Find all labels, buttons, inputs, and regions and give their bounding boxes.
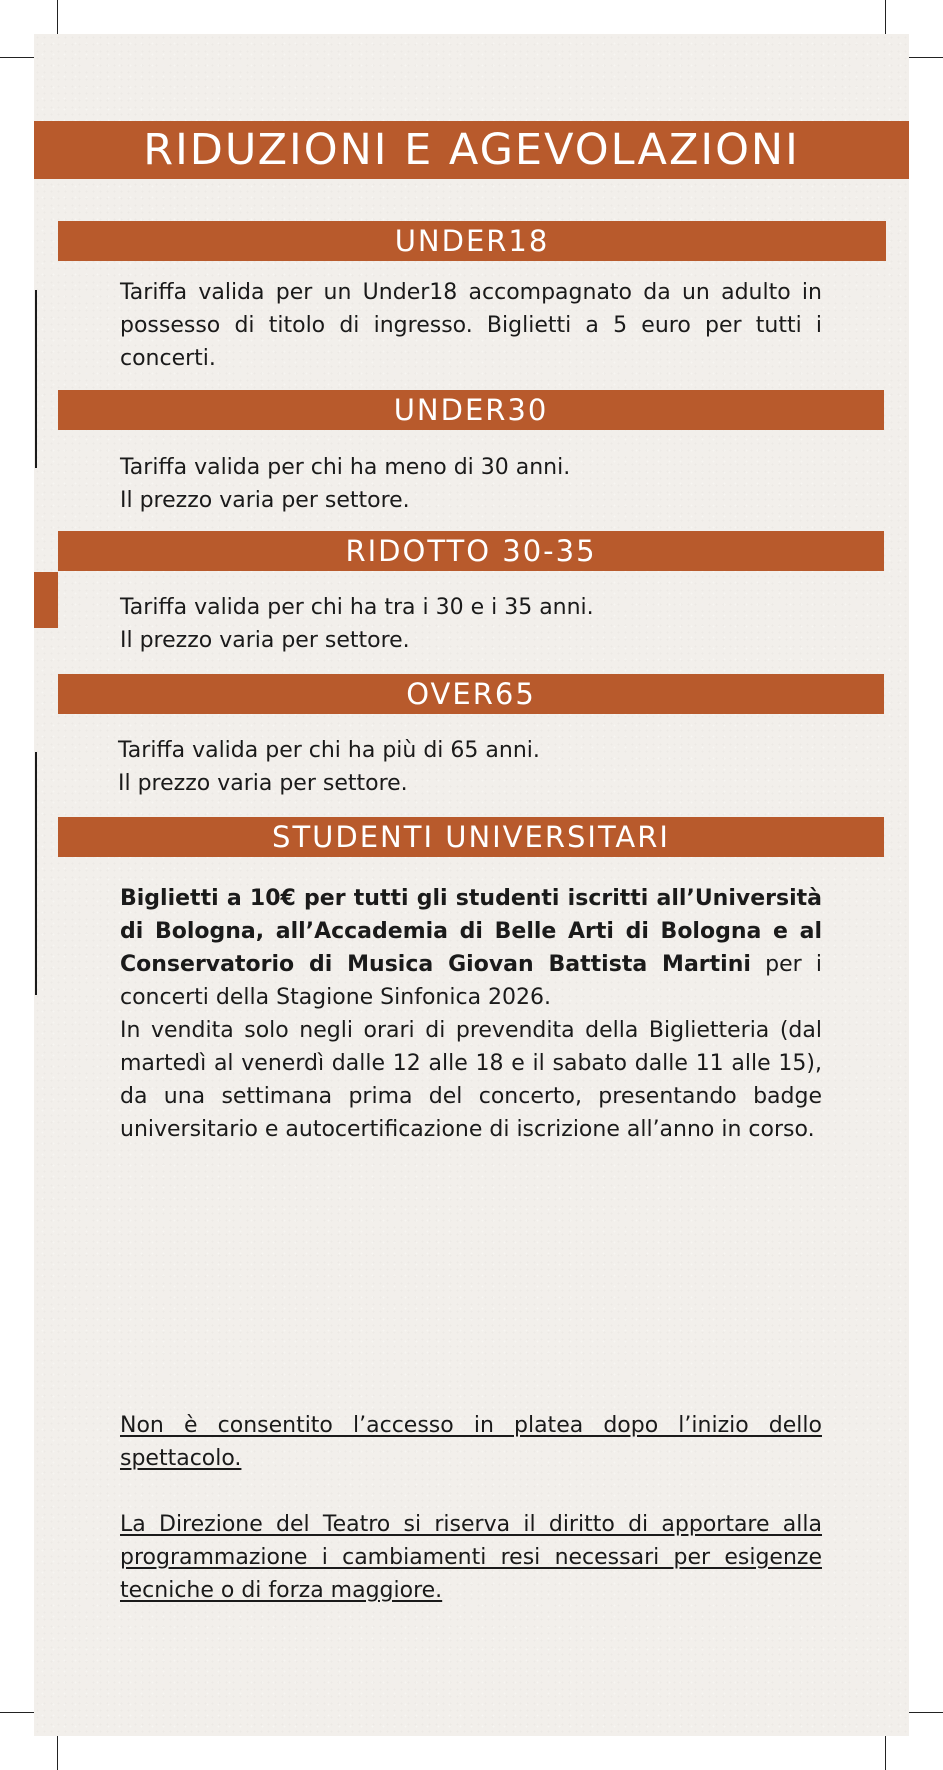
notice-changes <box>120 1508 822 1607</box>
studenti-bold-text: Biglietti a 10€ per tutti gli studenti iscritti all’Università di Bologna, all’Accademia di Belle Arti di Bologna e al Conservatorio di Musica Giovan Battista Martini <box>120 886 822 977</box>
section-text-under30 <box>120 451 822 517</box>
crop-mark-top-left <box>57 0 58 38</box>
studenti-paragraph-2: In vendita solo negli orari di prevendita della Biglietteria (dal martedì al venerdì dalle 12 alle 18 e il sabato dalle 11 alle 15), da una settimana prima del concerto, presentando badge universitario e autocertificazione di iscrizione all’anno in corso. <box>120 1018 822 1142</box>
notice-access <box>120 1409 822 1475</box>
over65-line-2: Il prezzo varia per settore. <box>118 771 408 796</box>
crop-mark-bottom-right <box>885 1732 886 1770</box>
registration-line <box>35 290 37 468</box>
ridotto-line-1: Tariffa valida per chi ha tra i 30 e i 35 anni. <box>120 595 594 620</box>
crop-mark-right-bottom <box>909 1712 943 1713</box>
studenti-regular-text: per i concerti della Stagione Sinfonica 2026. <box>120 952 822 1010</box>
under30-line-1: Tariffa valida per chi ha meno di 30 anni. <box>120 455 571 480</box>
section-text-ridotto <box>120 591 822 657</box>
section-heading-over65: OVER65 <box>58 674 884 714</box>
crop-mark-left-top <box>0 57 34 58</box>
ridotto-line-2: Il prezzo varia per settore. <box>120 628 410 653</box>
section-text-over65 <box>118 734 820 800</box>
page-title: RIDUZIONI E AGEVOLAZIONI <box>34 121 909 179</box>
studenti-paragraph-1 <box>120 882 822 1014</box>
crop-mark-left-bottom <box>0 1712 34 1713</box>
crop-mark-bottom-left <box>57 1732 58 1770</box>
under30-line-2: Il prezzo varia per settore. <box>120 488 410 513</box>
notice-changes-text: La Direzione del Teatro si riserva il diritto di apportare alla programmazione i cambiamenti resi necessari per esigenze tecniche o di forza maggiore. <box>120 1512 822 1603</box>
section-text-under18 <box>120 276 822 375</box>
under18-description: Tariffa valida per un Under18 accompagnato da un adulto in possesso di titolo di ingresso. Biglietti a 5 euro per tutti i concerti. <box>120 280 822 371</box>
registration-block <box>34 572 58 628</box>
section-text-studenti <box>120 882 822 1146</box>
section-heading-ridotto: RIDOTTO 30-35 <box>58 531 884 571</box>
crop-mark-right-top <box>909 57 943 58</box>
section-heading-under18: UNDER18 <box>58 221 886 261</box>
registration-line <box>35 752 37 995</box>
section-heading-under30: UNDER30 <box>58 390 884 430</box>
over65-line-1: Tariffa valida per chi ha più di 65 anni. <box>118 738 540 763</box>
notice-access-text: Non è consentito l’accesso in platea dopo l’inizio dello spettacolo. <box>120 1413 822 1471</box>
section-heading-studenti: STUDENTI UNIVERSITARI <box>58 817 884 857</box>
crop-mark-top-right <box>885 0 886 38</box>
